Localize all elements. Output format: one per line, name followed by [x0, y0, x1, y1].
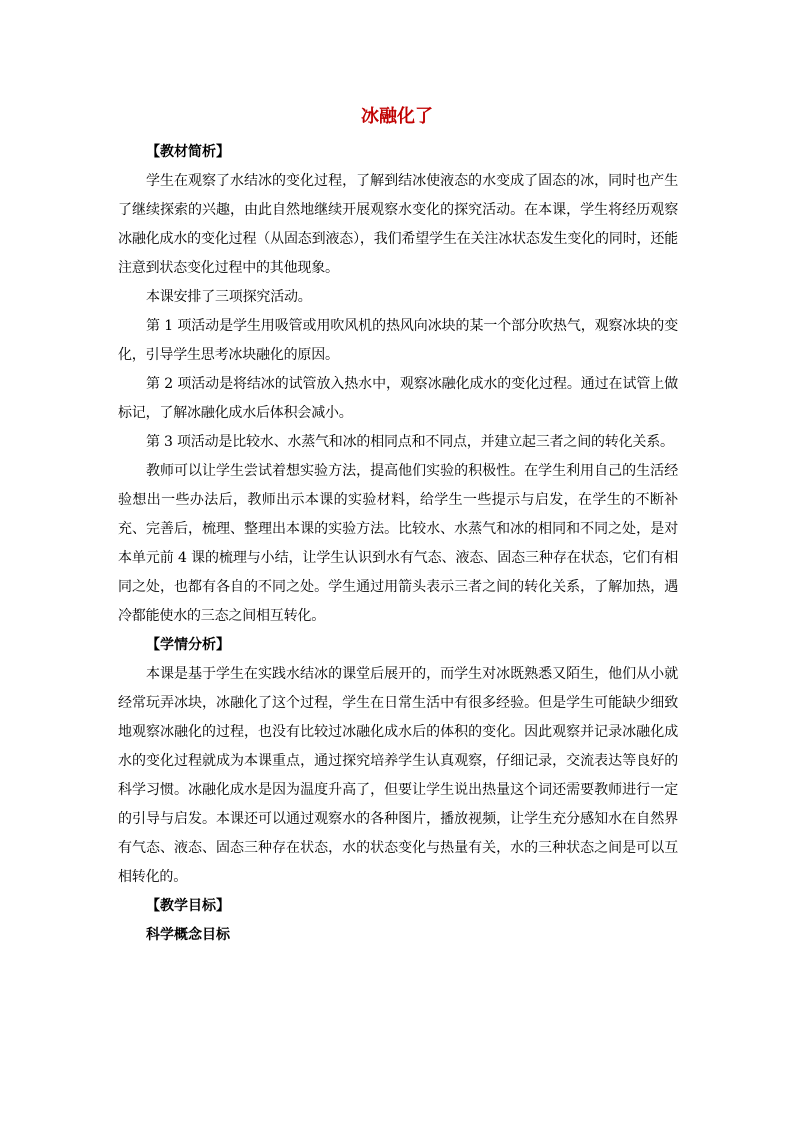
section-heading: 【教学目标】: [146, 898, 230, 914]
paragraph: 学生在观察了水结冰的变化过程，了解到结冰使液态的水变成了固态的冰，同时也产生了继续探索的兴趣，由此自然地继续开展观察水变化的探究活动。在本课，学生将经历观察冰融化成水的变化过程（从固态到液态），我们希望学生在关注冰状态发生变化的同时，还能注意到状态变化过程中的其他现象。: [118, 173, 678, 276]
paragraph: 第 3 项活动是比较水、水蒸气和冰的相同点和不同点，并建立起三者之间的转化关系。: [146, 434, 674, 450]
section-teaching-goals: [118, 892, 678, 950]
section-student-analysis: [118, 631, 678, 892]
paragraph: 第 1 项活动是学生用吸管或用吹风机的热风向冰块的某一个部分吹热气，观察冰块的变化，引导学生思考冰块融化的原因。: [118, 318, 678, 363]
subsection-heading: 科学概念目标: [146, 927, 230, 943]
document-title: 冰融化了: [361, 106, 433, 127]
document-body: [118, 138, 678, 950]
paragraph: 本课是基于学生在实践水结冰的课堂后展开的，而学生对冰既熟悉又陌生，他们从小就经常玩弄冰块，冰融化了这个过程，学生在日常生活中有很多经验。但是学生可能缺少细致地观察冰融化的过程，也没有比较过冰融化成水后的体积的变化。因此观察并记录冰融化成水的变化过程就成为本课重点，通过探究培养学生认真观察，仔细记录，交流表达等良好的科学习惯。冰融化成水是因为温度升高了，但要让学生说出热量这个词还需要教师进行一定的引导与启发。本课还可以通过观察水的各种图片，播放视频，让学生充分感知水在自然界有气态、液态、固态三种存在状态，水的状态变化与热量有关，水的三种状态之间是可以互相转化的。: [118, 666, 678, 885]
paragraph: 第 2 项活动是将结冰的试管放入热水中，观察冰融化成水的变化过程。通过在试管上做标记，了解冰融化成水后体积会减小。: [118, 376, 678, 421]
paragraph: 教师可以让学生尝试着想实验方法，提高他们实验的积极性。在学生利用自己的生活经验想出一些办法后，教师出示本课的实验材料，给学生一些提示与启发，在学生的不断补充、完善后，梳理、整理出本课的实验方法。比较水、水蒸气和冰的相同和不同之处，是对本单元前 4 课的梳理与小结，让学生认识到水有气态、液态、固态三种存在状态，它们有相同之处，也都有各自的不同之处。学生通过用箭头表示三者之间的转化关系，了解加热，遇冷都能使水的三态之间相互转化。: [118, 463, 678, 624]
section-heading: 【教材简析】: [146, 144, 230, 160]
paragraph: 本课安排了三项探究活动。: [146, 289, 312, 305]
section-textbook-analysis: [118, 138, 678, 631]
section-heading: 【学情分析】: [146, 637, 230, 653]
